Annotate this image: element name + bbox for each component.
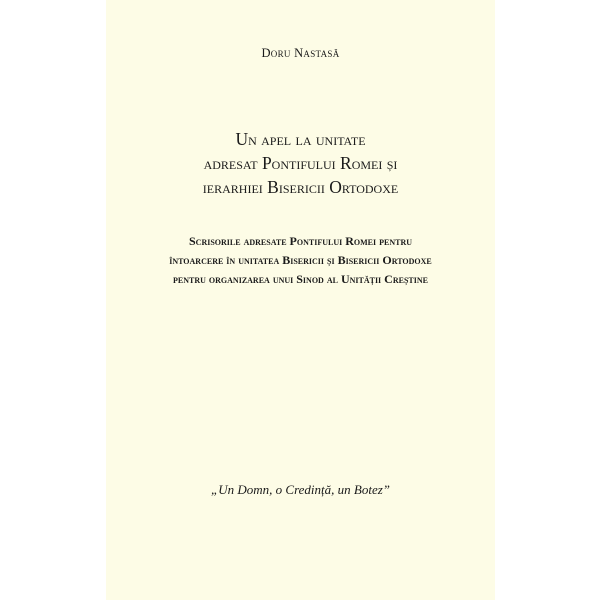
author-name: Doru Nastasă xyxy=(261,46,340,60)
subtitle-line: pentru organizarea unui Sinod al Unității Creștine xyxy=(173,272,428,286)
book-subtitle xyxy=(106,232,495,289)
title-line: Un apel la unitate xyxy=(235,129,366,149)
motto-quote: „Un Domn, o Credință, un Botez” xyxy=(211,482,390,497)
book-title xyxy=(106,127,495,199)
subtitle-line: Scrisorile adresate Pontifului Romei pentru xyxy=(189,234,412,248)
book-cover-page xyxy=(106,0,495,600)
title-line: adresat Pontifului Romei și xyxy=(203,153,398,173)
subtitle-line: întoarcere în unitatea Bisericii și Bisericii Ortodoxe xyxy=(169,253,432,267)
title-line: ierarhiei Bisericii Ortodoxe xyxy=(202,177,399,197)
